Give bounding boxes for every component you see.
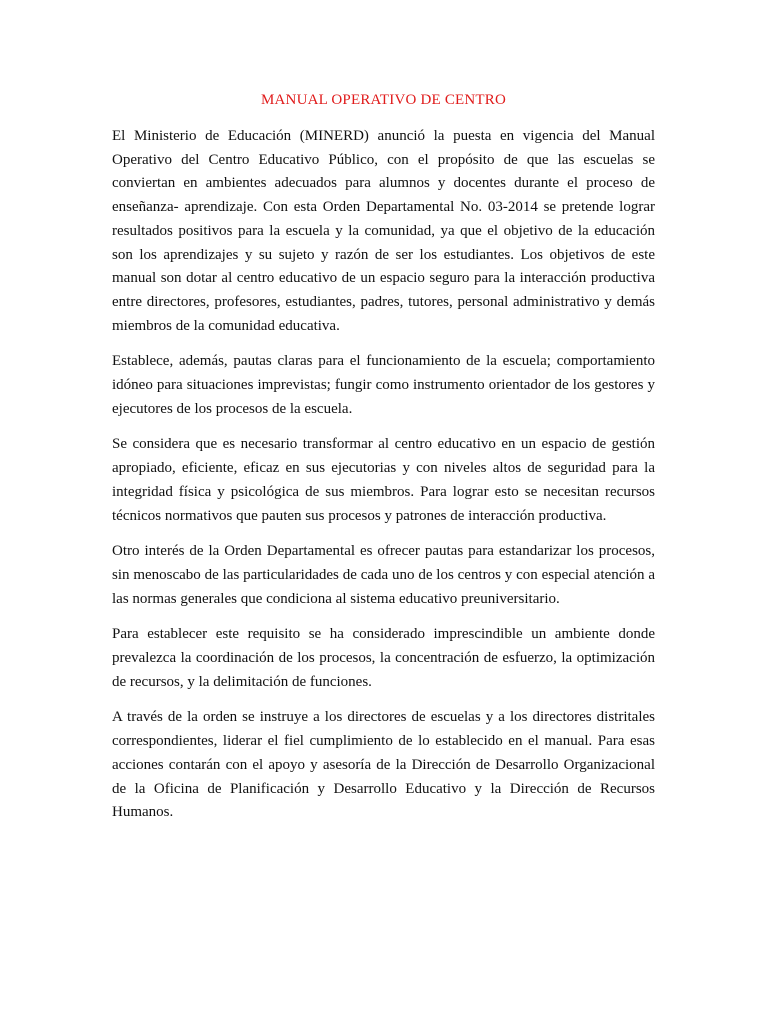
document-title: MANUAL OPERATIVO DE CENTRO	[260, 92, 507, 108]
paragraph-1: El Ministerio de Educación (MINERD) anunció la puesta en vigencia del Manual Operativo del Centro Educativo Público, con el propósito de que las escuelas se conviertan en ambientes adecuados para alumnos y docentes durante el proceso de enseñanza- aprendizaje. Con esta Orden Departamental No. 03-2014 se pretende lograr resultados positivos para la escuela y la comunidad, ya que el objetivo de la educación son los aprendizajes y su sujeto y razón de ser los estudiantes. Los objetivos de este manual son dotar al centro educativo de un espacio seguro para la interacción productiva entre directores, profesores, estudiantes, padres, tutores, personal administrativo y demás miembros de la comunidad educativa.	[112, 128, 655, 334]
paragraph-2: Establece, además, pautas claras para el funcionamiento de la escuela; comportamiento idóneo para situaciones imprevistas; fungir como instrumento orientador de los gestores y ejecutores de los procesos de la escuela.	[112, 353, 655, 417]
paragraph-6: A través de la orden se instruye a los directores de escuelas y a los directores distritales correspondientes, liderar el fiel cumplimiento de lo establecido en el manual. Para esas acciones contarán con el apoyo y asesoría de la Dirección de Desarrollo Organizacional de la Oficina de Planificación y Desarrollo Educativo y la Dirección de Recursos Humanos.	[112, 709, 655, 821]
paragraph-3: Se considera que es necesario transformar al centro educativo en un espacio de gestión apropiado, eficiente, eficaz en sus ejecutorias y con niveles altos de seguridad para la integridad física y psicológica de sus miembros. Para lograr esto se necesitan recursos técnicos normativos que pauten sus procesos y patrones de interacción productiva.	[112, 436, 655, 524]
paragraph-4: Otro interés de la Orden Departamental es ofrecer pautas para estandarizar los procesos, sin menoscabo de las particularidades de cada uno de los centros y con especial atención a las normas generales que condiciona al sistema educativo preuniversitario.	[112, 543, 655, 607]
paragraph-5: Para establecer este requisito se ha considerado imprescindible un ambiente donde prevalezca la coordinación de los procesos, la concentración de esfuerzo, la optimización de recursos, y la delimitación de funciones.	[112, 626, 655, 690]
